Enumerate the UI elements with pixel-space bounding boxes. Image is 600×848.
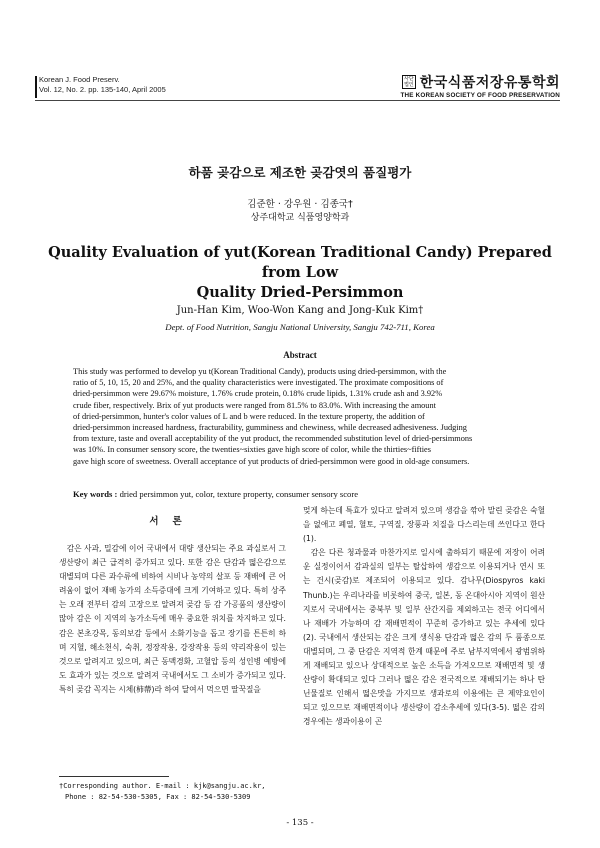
society-name-en: THE KOREAN SOCIETY OF FOOD PRESERVATION — [400, 92, 560, 99]
journal-bar — [35, 76, 37, 98]
footnote-phone: Phone : 82-54-530-5305, Fax : 82-54-530-5309 — [65, 793, 251, 801]
keywords — [73, 489, 529, 499]
journal-citation — [39, 75, 166, 95]
page-number: - 135 - — [286, 818, 314, 828]
section-heading-introduction: 서론 — [149, 516, 196, 527]
body-paragraph: 멎게 하는데 특효가 있다고 알려져 있으며 생감을 깎아 말린 곶감은 숙혈을 없애고 폐열, 혈토, 구역질, 장풍과 치질을 다스리는데 쓰인다고 한다(1). — [303, 506, 545, 544]
journal-name: Korean J. Food Preserv. — [39, 75, 120, 84]
body-column-left — [59, 542, 286, 697]
body-paragraph: 감은 사과, 밀감에 이어 국내에서 대량 생산되는 주요 과실로서 그 생산량이 최근 급격히 증가되고 있다. 또한 감은 단감과 떫은감으로 대별되며 다른 과수류에 비하여 시비나 농약의 살포 등 재배에 큰 어려움이 없어 재배 농가의 소득증대에 크게 기여하고 있다. 특히 상주는 오래 전부터 감의 고장으로 알려져 곶감 등 감 가공품의 생산량이 많아 감은 이 지역의 농가소득에 매우 중요한 위치를 차지하고 있다. 감은 본초강목, 동의보감 등에서 소화기능을 돕고 장기를 튼튼히 하며 지혈, 해소천식, 숙취, 정장작용, 강장작용 등의 약리작용이 있는 것으로 알려지고 있으며, 최근 동맥경화, 고혈압 등의 성인병 예방에도 효과가 있는 것으로 알려져 국내에서도 그 소비가 증가되고 있다. 특히 곶감 꼭지는 시체(柿蔕)라 하여 달여서 먹으면 딸꾹질을 — [59, 544, 286, 694]
abstract-line: crude fiber, respectively. Brix of yut products were ranged from 81.5% to 83.0%. With increasing the amount — [73, 400, 436, 410]
society-badge — [402, 75, 416, 89]
society-badge-line1: 사단 — [404, 76, 414, 82]
abstract-line: dried-persimmon were 29.67% moisture, 1.76% crude protein, 0.18% crude lipids, 1.31% crude ash and 3.92% — [73, 389, 443, 399]
title-english-line1: Quality Evaluation of yut(Korean Traditional Candy) Prepared from Low — [48, 244, 552, 281]
title-english — [40, 243, 560, 303]
society-badge-line2: 법인 — [404, 82, 414, 88]
abstract-heading: Abstract — [283, 350, 317, 360]
title-korean: 하품 곶감으로 제조한 곶감엿의 품질평가 — [188, 165, 412, 180]
journal-volume: Vol. 12, No. 2. pp. 135-140, April 2005 — [39, 85, 166, 94]
body-column-right — [303, 504, 545, 730]
header-rule — [35, 100, 560, 101]
abstract-line: ratio of 5, 10, 15, 20 and 25%, and the quality characteristics were investigated. The proximate compositions of — [73, 378, 444, 388]
abstract-line: was 10%. In consumer sensory score, the twenties~sixties gave high score of color, while the thirties~fifties — [73, 445, 431, 455]
abstract-line: dried-persimmon increased hardness, fracturability, gumminess and chewiness, while decreased adhesiveness. Judging — [73, 423, 467, 433]
abstract-body — [73, 366, 529, 467]
affiliation-korean: 상주대학교 식품영양학과 — [250, 213, 350, 223]
keywords-text: dried persimmon yut, color, texture property, consumer sensory score — [119, 489, 359, 499]
authors-korean: 김준한 · 강우원 · 김종국† — [247, 199, 353, 210]
abstract-line: of dried-persimmon, hunter's color values of L and b were reduced. In the texture property, the addition of — [73, 411, 425, 421]
abstract-line: from texture, taste and overall acceptability of the yut product, the recommended substitution level of dried-persimmons — [73, 434, 473, 444]
footnote-email: †Corresponding author. E-mail : kjk@sangju.ac.kr, — [59, 782, 266, 790]
affiliation-english: Dept. of Food Nutrition, Sangju National University, Sangju 742-711, Korea — [165, 322, 435, 332]
body-paragraph: 감은 다른 청과물과 마찬가지로 일시에 출하되기 때문에 저장이 어려운 실정이어서 감과실의 일부는 탈삽하여 생감으로 이용되거나 연시 또는 건시(곶감)로 제조되어 이용되고 있다. 감나무(Diospyros kaki Thunb.)는 우리나라를 비롯하여 중국, 일본, 동 온대아시아 지역이 원산지로서 국내에서는 중북부 및 일부 산간지를 제외하고는 전국 어디에서나 재배가 가능하며 감 재배면적이 꾸준히 증가하고 있는 추세에 있다(2). 국내에서 생산되는 감은 크게 생식용 단감과 떫은 감의 두 품종으로 대별되며, 그 중 단감은 지역적 한계 때문에 주로 남부지역에서 광범위하게 재배되고 있으나 상대적으로 높은 소득을 가져오므로 재배면적 및 생산량이 확대되고 있다 그러나 떫은 감은 전국적으로 재배되기는 하나 탄닌물질로 인해서 떫은맛을 가지므로 생과로의 이용에는 큰 제약요인이 되고 있으므로 재배면적이나 생산량이 감소추세에 있다(3-5). 떫은 감의 경우에는 생과이용이 곤 — [303, 548, 545, 727]
keywords-label: Key words : — [73, 489, 118, 499]
abstract-line: This study was performed to develop yu t(Korean Traditional Candy), products using dried-persimmon, with the — [73, 367, 447, 376]
society-name-ko: 한국식품저장유통학회 — [419, 75, 560, 91]
title-english-line2: Quality Dried-Persimmon — [196, 284, 404, 301]
abstract-line: gave high score of sweetness. Overall acceptance of yut products of dried-persimmon were good in old-age consumers. — [73, 456, 470, 466]
footnote — [59, 781, 299, 803]
footnote-rule — [59, 776, 169, 777]
authors-english: Jun-Han Kim, Woo-Won Kang and Jong-Kuk Kim† — [176, 305, 424, 316]
society-logo — [400, 72, 560, 99]
